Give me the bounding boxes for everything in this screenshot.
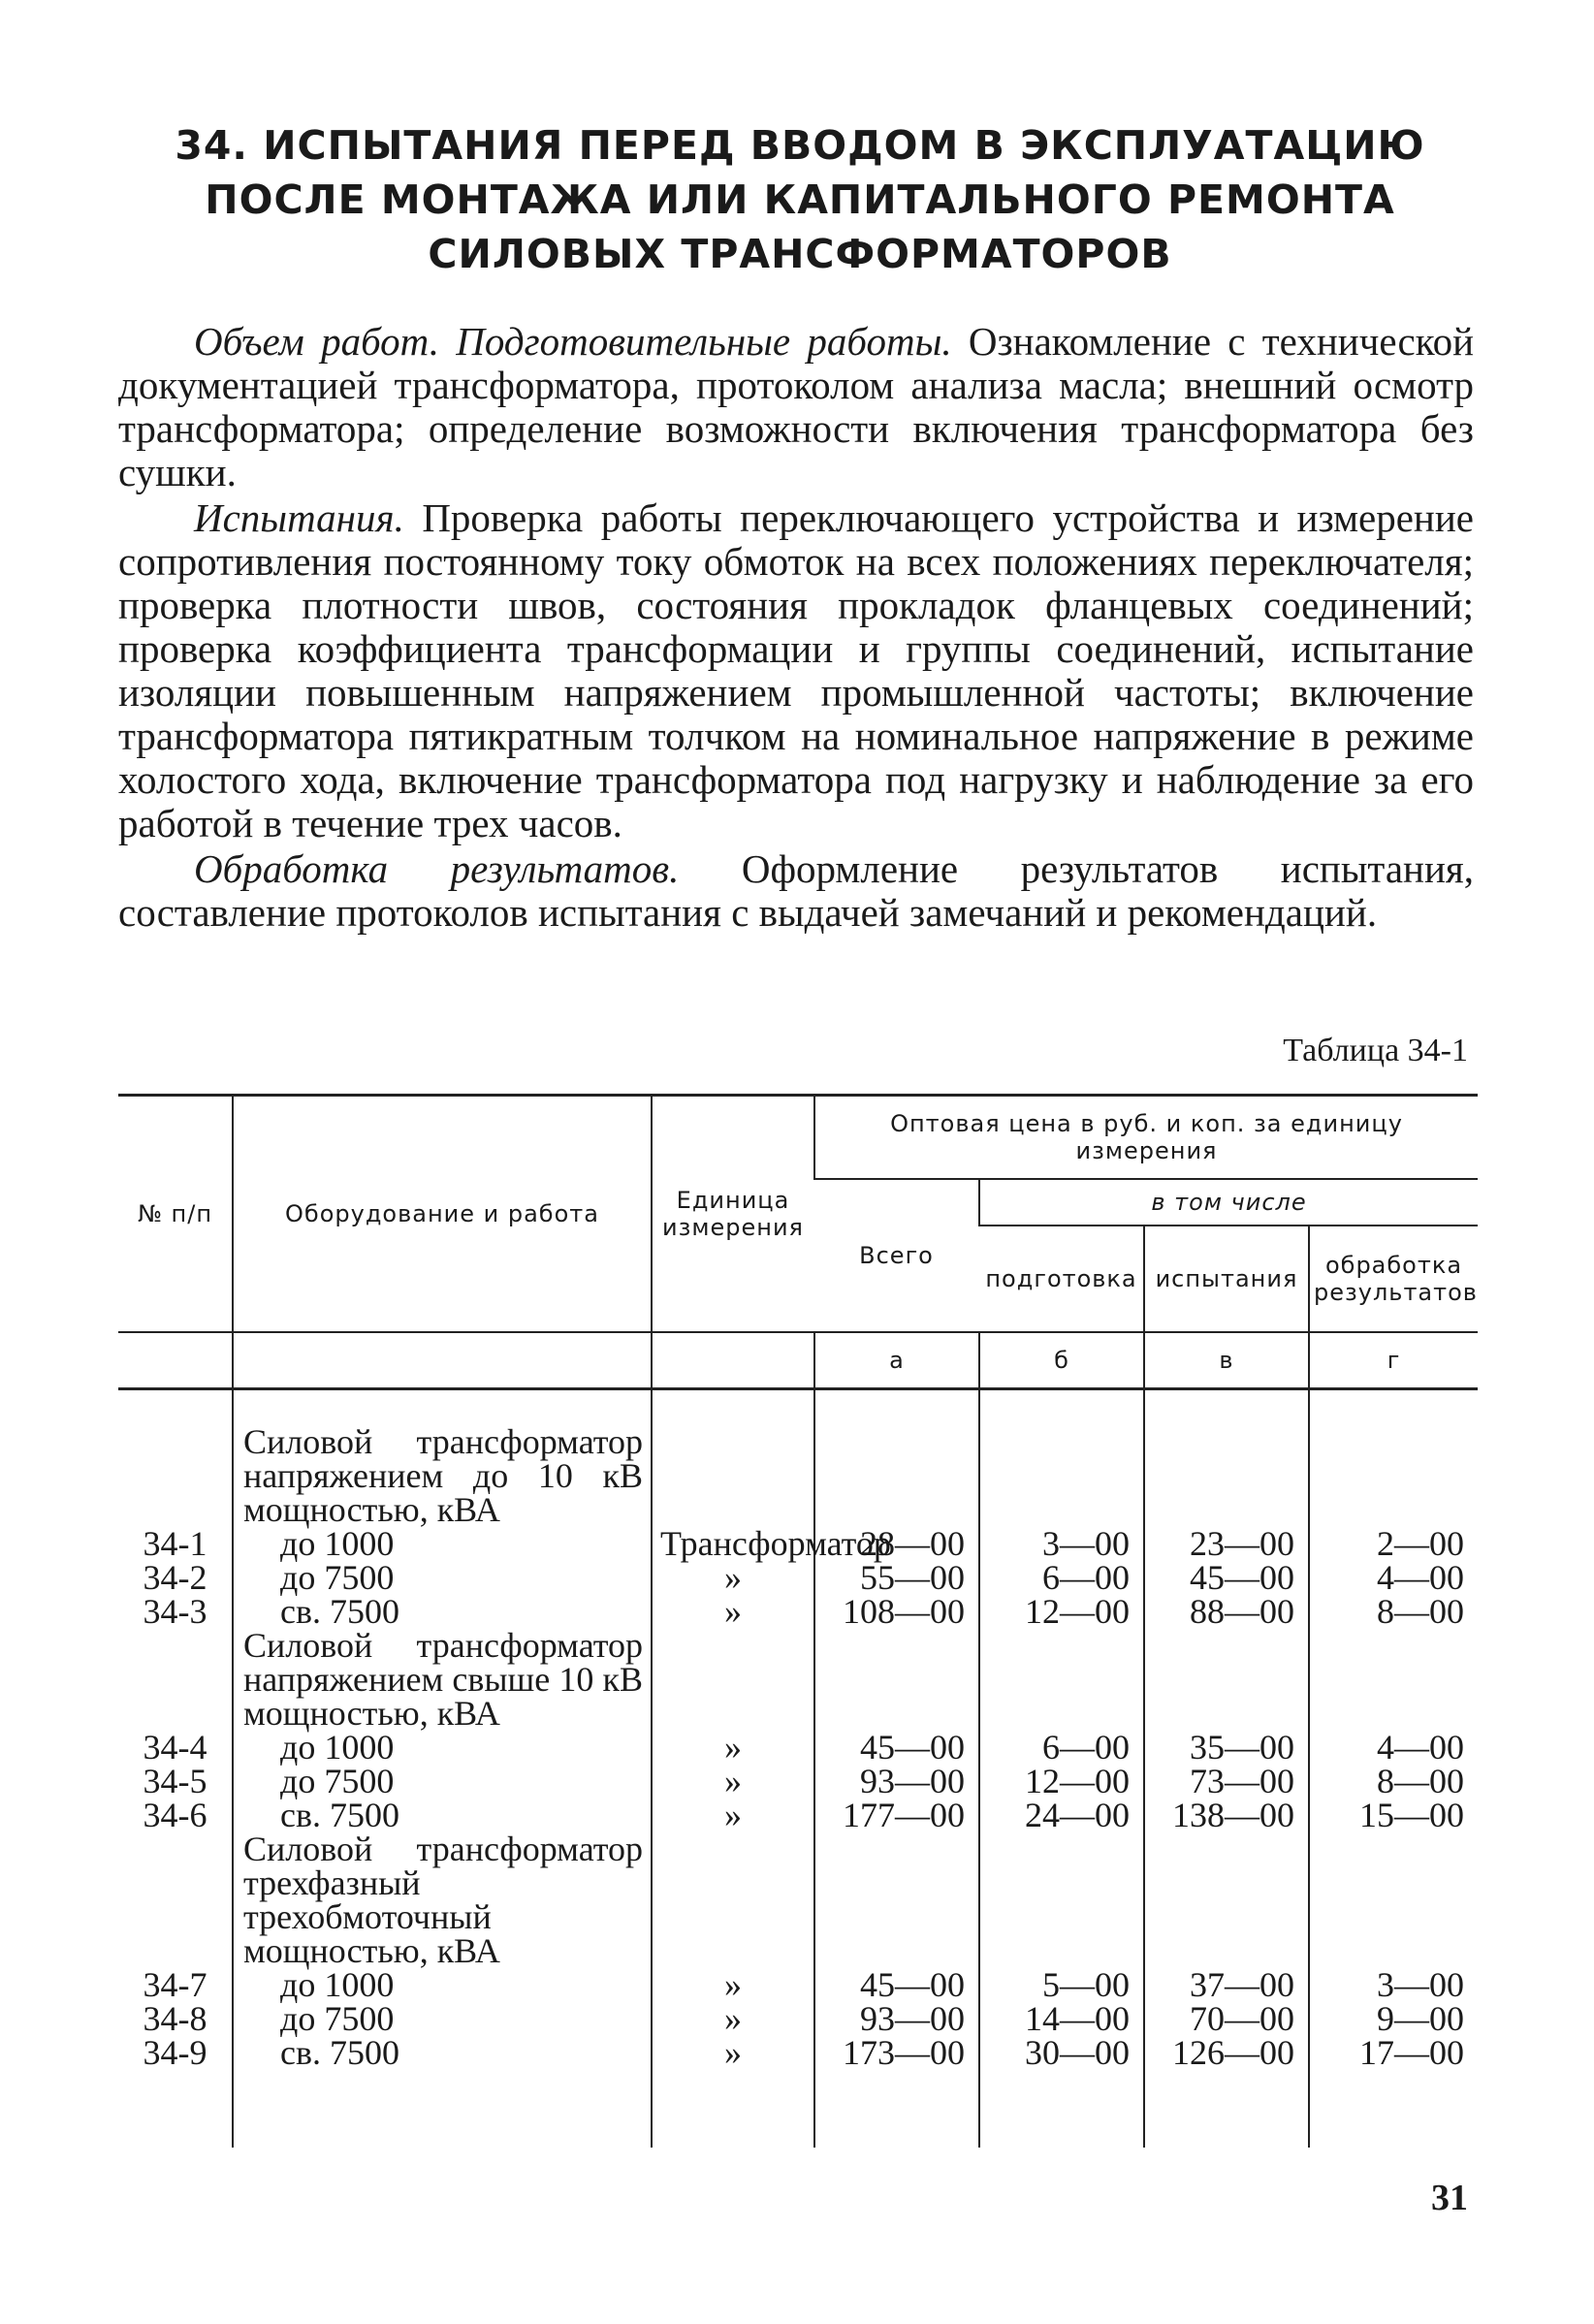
price-table [118, 1094, 1478, 2148]
title-line-2: ПОСЛЕ МОНТАЖА ИЛИ КАПИТАЛЬНОГО РЕМОНТА [205, 176, 1395, 223]
group-label: Силовой трансформатор трехфазный трехобмоточный мощностью, кВА [233, 1832, 652, 1968]
prep-text: Ознакомление с технической документацией трансформатора, протоколом анализа масла; внешний осмотр трансформатора; определение возможности включения трансформатора без сушки. [118, 319, 1475, 494]
col-header-processing: обработка результатов [1309, 1226, 1478, 1332]
section-title [126, 118, 1474, 281]
table-row: 34-3 св. 7500 » 108—00 12—00 88—00 8—00 [118, 1595, 1478, 1629]
group-row [118, 1425, 1478, 1527]
letter-empty-2 [233, 1332, 652, 1389]
paragraph-scope [118, 320, 1474, 494]
group-row [118, 1629, 1478, 1731]
table-row: 34-1 до 1000 Трансформатор 28—00 3—00 23—00 2—00 [118, 1527, 1478, 1561]
tests-text: Проверка работы переключающего устройства и измерение сопротивления постоянному току обмоток на всех положениях переключателя; проверка плотности швов, состояния прокладок фланцевых соединений; проверка коэффициента трансформации и группы соединений, испытание изоляции повышенным напряжением промышленной частоты; включение трансформатора пятикратным толчком на номинальное напряжение в режиме холостого хода, включение трансформатора под нагрузку и наблюдение за его работой в течение трех часов. [118, 495, 1475, 845]
group-label: Силовой трансформатор напряжением свыше 10 кВ мощностью, кВА [233, 1629, 652, 1731]
title-line-3: СИЛОВЫХ ТРАНСФОРМАТОРОВ [428, 231, 1172, 277]
prep-heading: Подготовительные работы. [456, 319, 952, 364]
title-line-1: 34. ИСПЫТАНИЯ ПЕРЕД ВВОДОМ В ЭКСПЛУАТАЦИЮ [175, 122, 1425, 169]
paragraph-processing [118, 847, 1474, 935]
table-row: 34-4 до 1000 » 45—00 6—00 35—00 4—00 [118, 1731, 1478, 1765]
col-header-tests: испытания [1144, 1226, 1309, 1332]
col-letter-a: а [814, 1332, 979, 1389]
col-header-unit: Единица измерения [652, 1096, 814, 1333]
table-caption: Таблица 34-1 [1283, 1033, 1468, 1068]
body-text [118, 320, 1474, 937]
table-row: 34-8 до 7500 » 93—00 14—00 70—00 9—00 [118, 2002, 1478, 2036]
letter-empty-3 [652, 1332, 814, 1389]
page-number: 31 [1431, 2178, 1468, 2218]
col-header-including: в том числе [979, 1179, 1478, 1226]
group-label: Силовой трансформатор напряжением до 10 кВ мощностью, кВА [233, 1425, 652, 1527]
table-row: 34-5 до 7500 » 93—00 12—00 73—00 8—00 [118, 1765, 1478, 1799]
col-header-total: Всего [814, 1179, 979, 1332]
processing-text: Оформление результатов испытания, составление протоколов испытания с выдачей замечаний и рекомендаций. [118, 846, 1475, 935]
table-row: 34-7 до 1000 » 45—00 5—00 37—00 3—00 [118, 1968, 1478, 2002]
table-row: 34-6 св. 7500 » 177—00 24—00 138—00 15—00 [118, 1799, 1478, 1832]
letter-empty-1 [118, 1332, 233, 1389]
table-row: 34-9 св. 7500 » 173—00 30—00 126—00 17—00 [118, 2036, 1478, 2070]
group-row [118, 1832, 1478, 1968]
col-header-prep: подготовка [979, 1226, 1144, 1332]
col-letter-b: б [979, 1332, 1144, 1389]
col-letter-g: г [1309, 1332, 1478, 1389]
paragraph-tests [118, 496, 1474, 845]
col-header-equipment: Оборудование и работа [233, 1096, 652, 1333]
col-header-price-group: Оптовая цена в руб. и коп. за единицу измерения [814, 1096, 1478, 1180]
col-letter-v: в [1144, 1332, 1309, 1389]
processing-heading: Обработка результатов. [194, 846, 680, 891]
col-header-num: № п/п [118, 1096, 233, 1333]
tests-heading: Испытания. [194, 495, 404, 540]
table-row: 34-2 до 7500 » 55—00 6—00 45—00 4—00 [118, 1561, 1478, 1595]
scope-heading: Объем работ. [194, 319, 440, 364]
